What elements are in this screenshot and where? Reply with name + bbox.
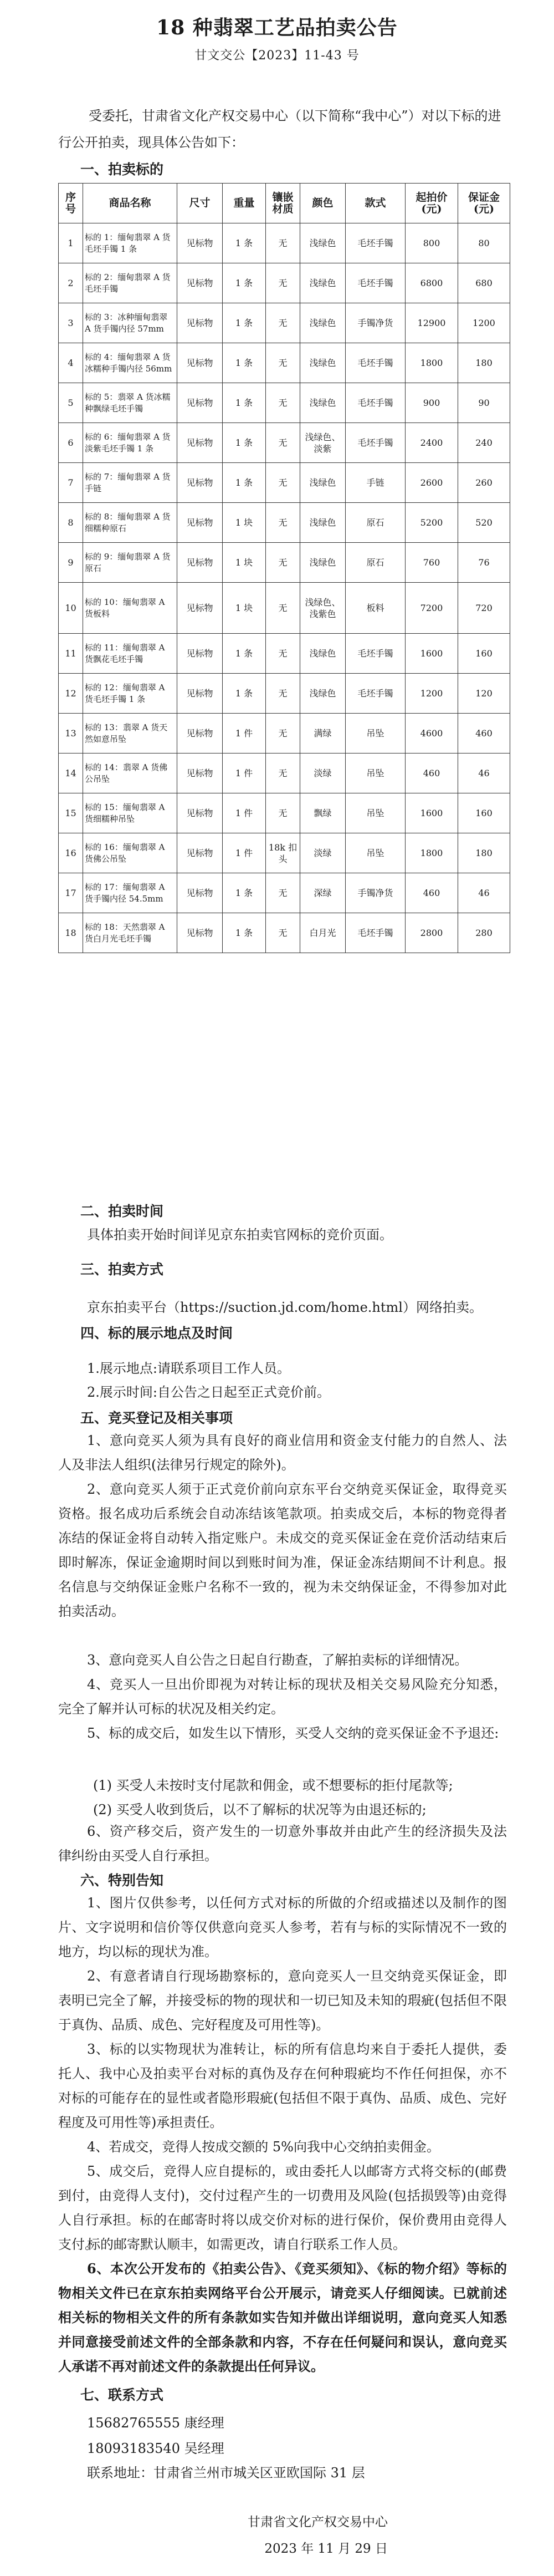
lot-size: 见标物 xyxy=(177,263,223,303)
registration-item-5b: (2) 买受人收到货后，以不了解标的状况等为由退还标的; xyxy=(93,1802,427,1818)
table-row xyxy=(59,583,510,634)
lot-inlay: 无 xyxy=(266,674,300,714)
lot-name: 标的 17：缅甸翡翠 A 货手镯内径 54.5mm xyxy=(83,873,177,913)
lot-weight: 1 块 xyxy=(223,543,266,583)
auction-method-text: 京东拍卖平台（https://suction.jd.com/home.html）网络拍卖。 xyxy=(87,1300,483,1315)
lot-deposit: 160 xyxy=(458,793,510,833)
notice-item-4: 4、若成交，竞得人按成交额的 5%向我中心交纳拍卖佣金。 xyxy=(87,2139,440,2155)
lot-weight: 1 条 xyxy=(223,303,266,343)
lot-color: 浅绿色 xyxy=(300,263,346,303)
lot-number: 10 xyxy=(59,583,83,634)
lot-inlay: 无 xyxy=(266,583,300,634)
lot-style: 吊坠 xyxy=(346,754,406,793)
style-header: 款式 xyxy=(346,184,406,223)
lot-style: 手链 xyxy=(346,463,406,503)
lot-size: 见标物 xyxy=(177,463,223,503)
lot-name: 标的 5：翡翠 A 货冰糯种飘绿毛坯手镯 xyxy=(83,383,177,423)
lot-weight: 1 条 xyxy=(223,423,266,463)
notice-item-5: 5、成交后，竞得人应自提标的，或由委托人以邮寄方式将交标的(邮费到付，由竞得人支付)，交付过程产生的一切费用及风险(包括损毁等)由竞得人自行承担。标的在邮寄时将以成交价对标的进行保价，保价费用由竞得人支付。 xyxy=(58,2163,507,2252)
lot-color: 深绿 xyxy=(300,873,346,913)
lot-color: 浅绿色 xyxy=(300,634,346,674)
registration-item-6: 6、资产移交后，资产发生的一切意外事故并由此产生的经济损失及法律纠纷由买受人自行承担。 xyxy=(58,1824,507,1864)
lot-number: 13 xyxy=(59,714,83,754)
lot-style: 手镯净货 xyxy=(346,873,406,913)
lot-size: 见标物 xyxy=(177,873,223,913)
start-price-header: 起拍价(元) xyxy=(406,184,458,223)
table-row xyxy=(59,873,510,913)
lot-start-price: 2400 xyxy=(406,423,458,463)
lot-start-price: 460 xyxy=(406,873,458,913)
lot-name: 标的 7：缅甸翡翠 A 货手链 xyxy=(83,463,177,503)
lot-deposit: 680 xyxy=(458,263,510,303)
page-title: 18 种翡翠工艺品拍卖公告 xyxy=(156,16,398,39)
lot-style: 板料 xyxy=(346,583,406,634)
lot-name: 标的 8：缅甸翡翠 A 货细糯种原石 xyxy=(83,503,177,543)
table-row xyxy=(59,503,510,543)
section-heading-method: 三、拍卖方式 xyxy=(80,1261,164,1277)
notice-item-3: 3、标的以实物现状为准转让，标的所有信息均来自于委托人提供，委托人、我中心及拍卖平台对标的真伪及存在何种瑕疵均不作任何担保，亦不对标的可能存在的显性或者隐形瑕疵(包括但不限于真伪、品质、成色、完好程度及可用性等)承担责任。 xyxy=(58,2042,507,2130)
lot-name: 标的 13：翡翠 A 货天然如意吊坠 xyxy=(83,714,177,754)
notice-item-5b: 标的邮寄默认顺丰，如需更改，请自行联系工作人员。 xyxy=(87,2237,406,2252)
lot-inlay: 无 xyxy=(266,793,300,833)
lot-name: 标的 11：缅甸翡翠 A 货飘花毛坯手镯 xyxy=(83,634,177,674)
lot-size: 见标物 xyxy=(177,913,223,953)
table-row xyxy=(59,714,510,754)
lot-deposit: 180 xyxy=(458,833,510,873)
lot-weight: 1 件 xyxy=(223,833,266,873)
lot-size: 见标物 xyxy=(177,674,223,714)
lot-start-price: 1200 xyxy=(406,674,458,714)
table-row xyxy=(59,223,510,263)
lot-name: 标的 18：天然翡翠 A 货白月光毛坯手镯 xyxy=(83,913,177,953)
lot-deposit: 80 xyxy=(458,223,510,263)
table-row xyxy=(59,754,510,793)
lot-weight: 1 条 xyxy=(223,873,266,913)
lot-number: 11 xyxy=(59,634,83,674)
lot-start-price: 800 xyxy=(406,223,458,263)
lot-deposit: 240 xyxy=(458,423,510,463)
lot-number: 4 xyxy=(59,343,83,383)
lot-weight: 1 件 xyxy=(223,793,266,833)
lot-weight: 1 条 xyxy=(223,343,266,383)
lot-deposit: 460 xyxy=(458,714,510,754)
lot-inlay: 无 xyxy=(266,343,300,383)
lot-weight: 1 条 xyxy=(223,674,266,714)
lot-color: 浅绿色 xyxy=(300,303,346,343)
lot-inlay: 无 xyxy=(266,503,300,543)
lot-number: 3 xyxy=(59,303,83,343)
registration-item-2: 2、意向竞买人须于正式竞价前向京东平台交纳竞买保证金，取得竞买资格。报名成功后系统会自动冻结该笔款项。拍卖成交后，本标的物竞得者冻结的保证金将自动转入指定账户。未成交的竞买保证金在竞价活动结束后即时解冻，保证金逾期时间以到账时间为准，保证金冻结期间不计利息。报名信息与交纳保证金账户名称不一致的，视为未交纳保证金，不得参加对此拍卖活动。 xyxy=(58,1482,507,1619)
lot-style: 毛坯手镯 xyxy=(346,263,406,303)
lot-color: 浅绿色 xyxy=(300,383,346,423)
lot-start-price: 12900 xyxy=(406,303,458,343)
contact-line-1: 15682765555 康经理 xyxy=(87,2415,224,2431)
lot-size: 见标物 xyxy=(177,793,223,833)
lot-number: 18 xyxy=(59,913,83,953)
lot-size: 见标物 xyxy=(177,634,223,674)
lot-name: 标的 9：缅甸翡翠 A 货原石 xyxy=(83,543,177,583)
table-row xyxy=(59,543,510,583)
lot-start-price: 1600 xyxy=(406,634,458,674)
lot-style: 毛坯手镯 xyxy=(346,634,406,674)
weight-header: 重量 xyxy=(223,184,266,223)
lot-color: 浅绿色 xyxy=(300,223,346,263)
lot-style: 毛坯手镯 xyxy=(346,223,406,263)
name-header: 商品名称 xyxy=(83,184,177,223)
lot-weight: 1 条 xyxy=(223,463,266,503)
lot-name: 标的 6：缅甸翡翠 A 货淡紫毛坯手镯 1 条 xyxy=(83,423,177,463)
contact-address: 联系地址：甘肃省兰州市城关区亚欧国际 31 层 xyxy=(87,2465,365,2481)
notice-item-1: 1、图片仅供参考，以任何方式对标的所做的介绍或描述以及制作的图片、文字说明和信价等仅供意向竞买人参考，若有与标的实际情况不一致的地方，均以标的现状为准。 xyxy=(58,1895,507,1959)
lot-deposit: 180 xyxy=(458,343,510,383)
lot-start-price: 6800 xyxy=(406,263,458,303)
lot-style: 手镯净货 xyxy=(346,303,406,343)
lot-number: 15 xyxy=(59,793,83,833)
display-location: 1.展示地点:请联系项目工作人员。 xyxy=(87,1361,290,1376)
section-heading-notices: 六、特别告知 xyxy=(80,1872,164,1888)
document-number: 甘文交公【2023】11-43 号 xyxy=(194,49,360,63)
lot-weight: 1 条 xyxy=(223,383,266,423)
lot-deposit: 720 xyxy=(458,583,510,634)
lot-color: 浅绿色 xyxy=(300,463,346,503)
section-heading-contacts: 七、联系方式 xyxy=(80,2387,164,2403)
lot-number: 6 xyxy=(59,423,83,463)
table-row xyxy=(59,833,510,873)
lot-color: 满绿 xyxy=(300,714,346,754)
lot-start-price: 1800 xyxy=(406,343,458,383)
lot-weight: 1 条 xyxy=(223,223,266,263)
lot-start-price: 2600 xyxy=(406,463,458,503)
registration-item-3: 3、意向竞买人自公告之日起自行勘查，了解拍卖标的详细情况。 xyxy=(87,1652,468,1668)
lot-deposit: 280 xyxy=(458,913,510,953)
lot-inlay: 无 xyxy=(266,463,300,503)
registration-item-1: 1、意向竞买人须为具有良好的商业信用和资金支付能力的自然人、法人及非法人组织(法律另行规定的除外)。 xyxy=(58,1433,507,1473)
lot-size: 见标物 xyxy=(177,754,223,793)
table-row xyxy=(59,913,510,953)
notice-item-2: 2、有意者请自行现场勘察标的，意向竞买人一旦交纳竞买保证金，即表明已完全了解，并接受标的物的现状和一切已知及未知的瑕疵(包括但不限于真伪、品质、成色、完好程度及可用性等)。 xyxy=(58,1968,507,2033)
inlay-header: 镶嵌材质 xyxy=(266,184,300,223)
size-header: 尺寸 xyxy=(177,184,223,223)
table-row xyxy=(59,793,510,833)
lot-color: 白月光 xyxy=(300,913,346,953)
lot-color: 淡绿 xyxy=(300,833,346,873)
lot-color: 淡绿 xyxy=(300,754,346,793)
deposit-header: 保证金(元) xyxy=(458,184,510,223)
lot-name: 标的 12：缅甸翡翠 A 货毛坯手镯 1 条 xyxy=(83,674,177,714)
lot-style: 吊坠 xyxy=(346,833,406,873)
lot-name: 标的 3：冰种缅甸翡翠 A 货手镯内径 57mm xyxy=(83,303,177,343)
lot-inlay: 无 xyxy=(266,543,300,583)
lot-size: 见标物 xyxy=(177,303,223,343)
table-row xyxy=(59,674,510,714)
table-row xyxy=(59,383,510,423)
lot-start-price: 5200 xyxy=(406,503,458,543)
lot-start-price: 900 xyxy=(406,383,458,423)
serial-header: 序号 xyxy=(59,184,83,223)
lot-size: 见标物 xyxy=(177,423,223,463)
lot-color: 浅绿色 xyxy=(300,343,346,383)
lot-inlay: 无 xyxy=(266,423,300,463)
lot-size: 见标物 xyxy=(177,343,223,383)
lot-number: 7 xyxy=(59,463,83,503)
intro-paragraph: 受委托，甘肃省文化产权交易中心（以下简称“我中心”）对以下标的进行公开拍卖，现具体公告如下： xyxy=(58,108,501,150)
lot-number: 9 xyxy=(59,543,83,583)
color-header: 颜色 xyxy=(300,184,346,223)
lot-number: 16 xyxy=(59,833,83,873)
lot-deposit: 260 xyxy=(458,463,510,503)
contact-line-2: 18093183540 吴经理 xyxy=(87,2441,224,2456)
lot-inlay: 无 xyxy=(266,913,300,953)
lot-inlay: 无 xyxy=(266,873,300,913)
lot-size: 见标物 xyxy=(177,543,223,583)
registration-item-4: 4、竞买人一旦出价即视为对转让标的现状及相关交易风险充分知悉，完全了解并认可标的状况及相关约定。 xyxy=(58,1677,507,1717)
lot-number: 17 xyxy=(59,873,83,913)
lot-style: 吊坠 xyxy=(346,714,406,754)
lot-style: 吊坠 xyxy=(346,793,406,833)
registration-item-5a: (1) 买受人未按时支付尾款和佣金，或不想要标的拒付尾款等; xyxy=(93,1778,453,1793)
lot-deposit: 160 xyxy=(458,634,510,674)
lot-size: 见标物 xyxy=(177,714,223,754)
notice-item-6: 6、本次公开发布的《拍卖公告》、《竞买须知》、《标的物介绍》等标的物相关文件已在京东拍卖网络平台公开展示，请竞买人仔细阅读。已就前述相关标的物相关文件的所有条款如实告知并做出详细说明，意向竞买人知悉并同意接受前述文件的全部条款和内容，不存在任何疑问和误认，意向竞买人承诺不再对前述文件的条款提出任何异议。 xyxy=(58,2261,507,2374)
table-row xyxy=(59,303,510,343)
lot-style: 原石 xyxy=(346,543,406,583)
lot-inlay: 无 xyxy=(266,714,300,754)
lot-start-price: 460 xyxy=(406,754,458,793)
lot-number: 8 xyxy=(59,503,83,543)
lot-number: 2 xyxy=(59,263,83,303)
table-row xyxy=(59,463,510,503)
lot-color: 飘绿 xyxy=(300,793,346,833)
lot-size: 见标物 xyxy=(177,503,223,543)
lot-deposit: 520 xyxy=(458,503,510,543)
lot-start-price: 2800 xyxy=(406,913,458,953)
lot-start-price: 1800 xyxy=(406,833,458,873)
lot-color: 浅绿色 xyxy=(300,503,346,543)
lot-size: 见标物 xyxy=(177,833,223,873)
lot-inlay: 无 xyxy=(266,263,300,303)
table-row xyxy=(59,343,510,383)
lot-name: 标的 14：翡翠 A 货佛公吊坠 xyxy=(83,754,177,793)
lot-inlay: 无 xyxy=(266,754,300,793)
lot-color: 浅绿色、淡紫 xyxy=(300,423,346,463)
lot-weight: 1 条 xyxy=(223,913,266,953)
lot-weight: 1 件 xyxy=(223,754,266,793)
lot-inlay: 18k 扣头 xyxy=(266,833,300,873)
lot-weight: 1 条 xyxy=(223,634,266,674)
lot-name: 标的 16：缅甸翡翠 A 货佛公吊坠 xyxy=(83,833,177,873)
lot-deposit: 1200 xyxy=(458,303,510,343)
lot-style: 毛坯手镯 xyxy=(346,383,406,423)
section-heading-display: 四、标的展示地点及时间 xyxy=(80,1325,233,1341)
lot-color: 浅绿色 xyxy=(300,543,346,583)
lot-number: 14 xyxy=(59,754,83,793)
lot-name: 标的 15：缅甸翡翠 A 货细糯种吊坠 xyxy=(83,793,177,833)
lot-inlay: 无 xyxy=(266,383,300,423)
table-row xyxy=(59,263,510,303)
lot-deposit: 90 xyxy=(458,383,510,423)
table-row xyxy=(59,423,510,463)
lot-name: 标的 4：缅甸翡翠 A 货冰糯种手镯内径 56mm xyxy=(83,343,177,383)
lot-weight: 1 条 xyxy=(223,263,266,303)
lot-number: 12 xyxy=(59,674,83,714)
lot-color: 浅绿色 xyxy=(300,674,346,714)
lot-style: 毛坯手镯 xyxy=(346,423,406,463)
lots-table xyxy=(58,183,510,953)
lot-style: 毛坯手镯 xyxy=(346,913,406,953)
lot-style: 毛坯手镯 xyxy=(346,674,406,714)
lot-start-price: 1600 xyxy=(406,793,458,833)
table-row xyxy=(59,634,510,674)
issue-date: 2023 年 11 月 29 日 xyxy=(264,2542,388,2556)
lot-inlay: 无 xyxy=(266,634,300,674)
issuer-name: 甘肃省文化产权交易中心 xyxy=(248,2515,388,2529)
lot-weight: 1 块 xyxy=(223,583,266,634)
lot-number: 5 xyxy=(59,383,83,423)
lot-number: 1 xyxy=(59,223,83,263)
section-heading-time: 二、拍卖时间 xyxy=(80,1203,164,1219)
lot-start-price: 760 xyxy=(406,543,458,583)
lot-style: 原石 xyxy=(346,503,406,543)
lot-deposit: 76 xyxy=(458,543,510,583)
lot-color: 浅绿色、浅紫色 xyxy=(300,583,346,634)
lot-style: 毛坯手镯 xyxy=(346,343,406,383)
lot-size: 见标物 xyxy=(177,383,223,423)
lot-deposit: 120 xyxy=(458,674,510,714)
lot-weight: 1 件 xyxy=(223,714,266,754)
display-time: 2.展示时间:自公告之日起至正式竞价前。 xyxy=(87,1384,330,1400)
lot-size: 见标物 xyxy=(177,223,223,263)
lot-start-price: 4600 xyxy=(406,714,458,754)
lot-size: 见标物 xyxy=(177,583,223,634)
lot-inlay: 无 xyxy=(266,303,300,343)
lot-name: 标的 2：缅甸翡翠 A 货毛坯手镯 xyxy=(83,263,177,303)
lot-start-price: 7200 xyxy=(406,583,458,634)
lot-name: 标的 1：缅甸翡翠 A 货毛坯手镯 1 条 xyxy=(83,223,177,263)
lot-deposit: 46 xyxy=(458,754,510,793)
table-header-row xyxy=(59,184,510,223)
lot-inlay: 无 xyxy=(266,223,300,263)
lot-weight: 1 块 xyxy=(223,503,266,543)
section-heading-registration: 五、竞买登记及相关事项 xyxy=(80,1410,233,1426)
section-heading-lots: 一、拍卖标的 xyxy=(80,161,164,177)
lot-deposit: 46 xyxy=(458,873,510,913)
lot-name: 标的 10：缅甸翡翠 A 货板料 xyxy=(83,583,177,634)
registration-item-5: 5、标的成交后，如发生以下情形，买受人交纳的竞买保证金不予退还: xyxy=(87,1725,499,1741)
auction-time-text: 具体拍卖开始时间详见京东拍卖官网标的竞价页面。 xyxy=(87,1227,393,1243)
